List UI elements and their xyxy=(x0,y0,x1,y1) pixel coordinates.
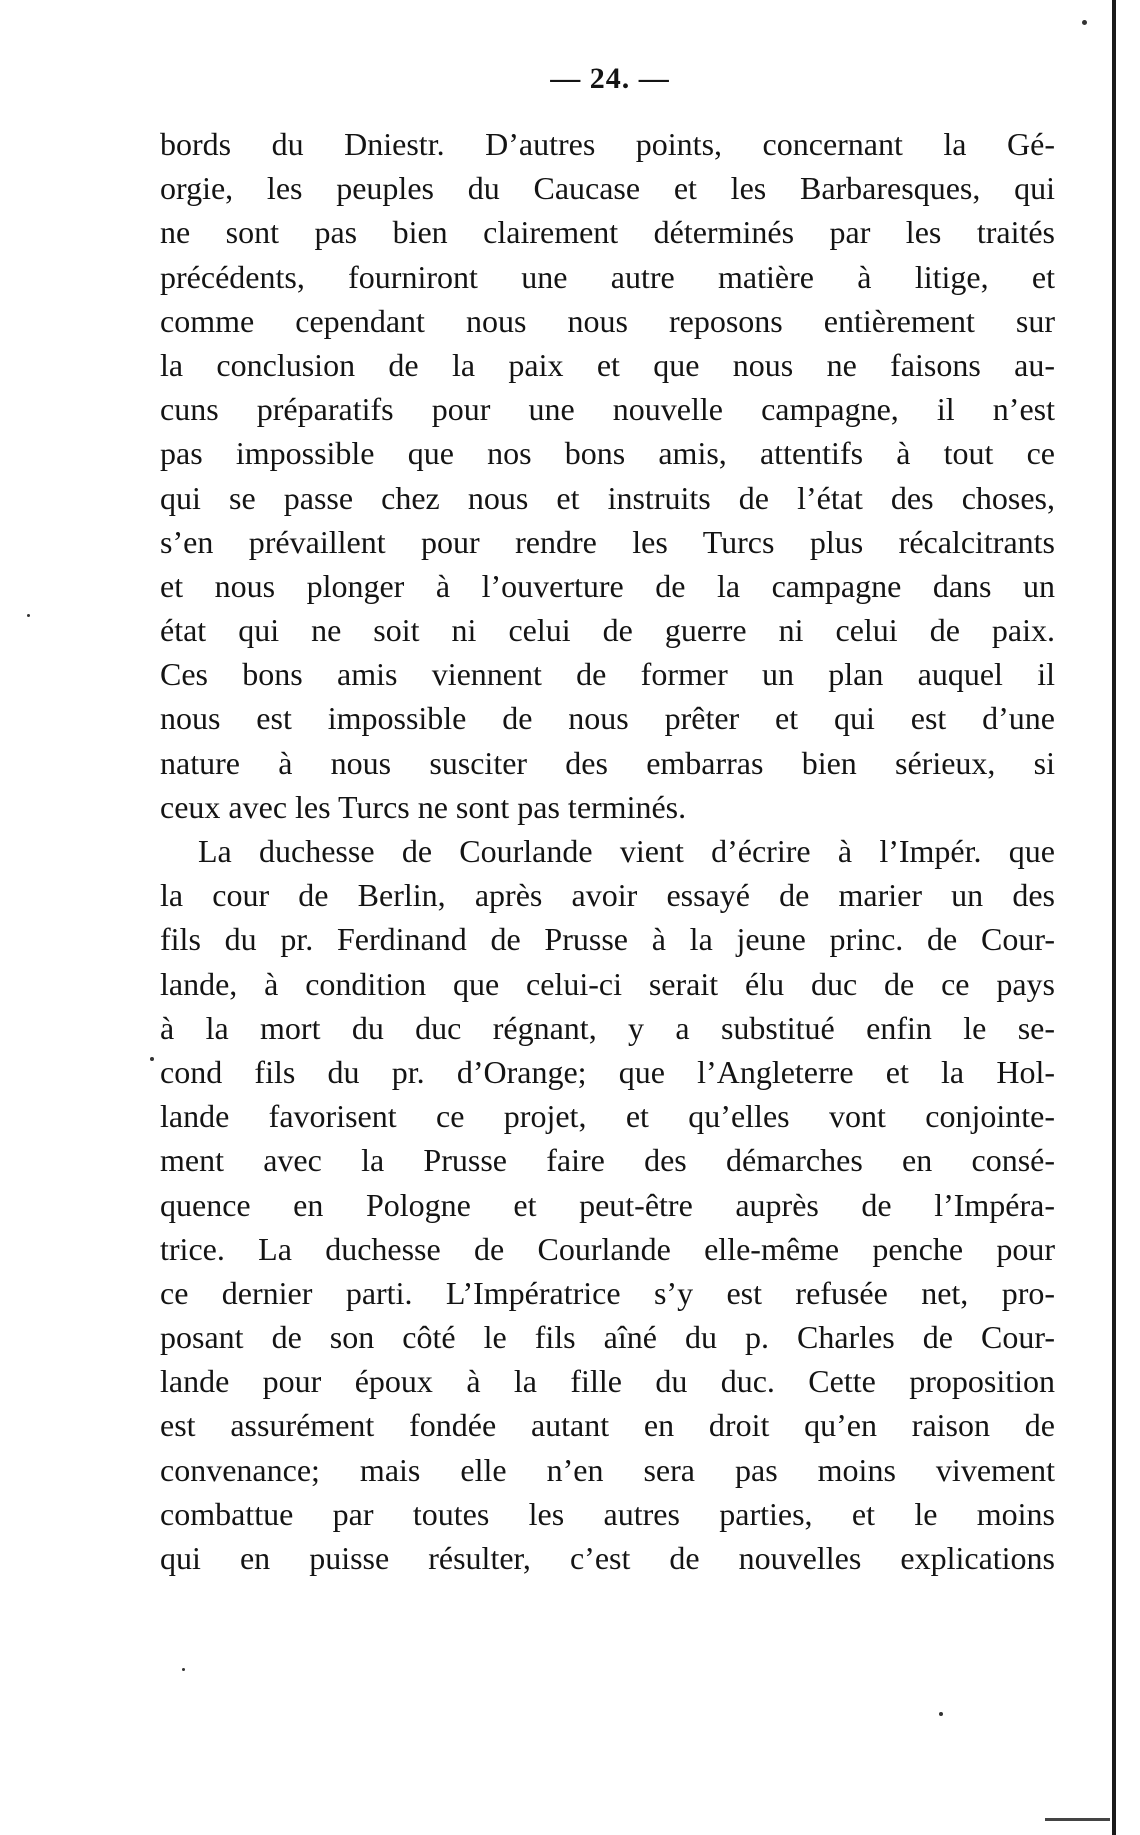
text-line: s’en prévaillent pour rendre les Turcs plus récalcitrants xyxy=(160,523,1055,560)
text-line: la conclusion de la paix et que nous ne faisons au- xyxy=(160,346,1055,383)
text-line: trice. La duchesse de Courlande elle-même penche pour xyxy=(160,1230,1055,1267)
text-line: fils du pr. Ferdinand de Prusse à la jeune princ. de Cour- xyxy=(160,921,1055,958)
text-line: la cour de Berlin, après avoir essayé de marier un des xyxy=(160,877,1055,914)
text-line: combattue par toutes les autres parties, et le moins xyxy=(160,1495,1055,1532)
text-line: orgie, les peuples du Caucase et les Barbaresques, qui xyxy=(160,170,1055,207)
text-line: état qui ne soit ni celui de guerre ni celui de paix. xyxy=(160,612,1055,649)
scan-speck xyxy=(27,614,30,617)
page-edge-shadow xyxy=(1112,0,1116,1835)
text-line: convenance; mais elle n’en sera pas moins vivement xyxy=(160,1451,1055,1488)
body-text xyxy=(160,122,1055,1580)
text-line: nature à nous susciter des embarras bien sérieux, si xyxy=(160,744,1055,781)
text-line: cond fils du pr. d’Orange; que l’Angleterre et la Hol- xyxy=(160,1053,1055,1090)
text-line: ne sont pas bien clairement déterminés par les traités xyxy=(160,214,1055,251)
text-line: Ces bons amis viennent de former un plan auquel il xyxy=(160,656,1055,693)
text-line: La duchesse de Courlande vient d’écrire à l’Impér. que xyxy=(198,833,1055,869)
text-line: comme cependant nous nous reposons entièrement sur xyxy=(160,302,1055,339)
scan-speck xyxy=(150,1057,154,1061)
text-line: cuns préparatifs pour une nouvelle campagne, il n’est xyxy=(160,391,1055,428)
scan-speck xyxy=(939,1712,943,1716)
text-line: ceux avec les Turcs ne sont pas terminés. xyxy=(160,788,687,825)
text-line: qui en puisse résulter, c’est de nouvelles explications xyxy=(160,1540,1055,1576)
text-line: qui se passe chez nous et instruits de l’état des choses, xyxy=(160,479,1055,516)
text-line: quence en Pologne et peut-être auprès de l’Impéra- xyxy=(160,1186,1055,1223)
scan-speck xyxy=(1082,20,1087,25)
text-line: lande pour époux à la fille du duc. Cette proposition xyxy=(160,1363,1055,1400)
page-number: — 24. — xyxy=(550,62,670,95)
text-line: lande, à condition que celui-ci serait élu duc de ce pays xyxy=(160,965,1055,1002)
text-line: ment avec la Prusse faire des démarches en consé- xyxy=(160,1142,1055,1179)
text-line: précédents, fourniront une autre matière à litige, et xyxy=(160,258,1055,295)
text-line: ce dernier parti. L’Impératrice s’y est refusée net, pro- xyxy=(160,1274,1055,1311)
text-line: nous est impossible de nous prêter et qui est d’une xyxy=(160,700,1055,737)
text-line: à la mort du duc régnant, y a substitué enfin le se- xyxy=(160,1009,1055,1046)
text-line: lande favorisent ce projet, et qu’elles vont conjointe- xyxy=(160,1098,1055,1135)
scan-speck xyxy=(182,1668,185,1671)
text-line: bords du Dniestr. D’autres points, concernant la Gé- xyxy=(160,126,1055,162)
text-line: pas impossible que nos bons amis, attentifs à tout ce xyxy=(160,435,1055,472)
text-line: posant de son côté le fils aîné du p. Charles de Cour- xyxy=(160,1319,1055,1356)
text-line: et nous plonger à l’ouverture de la campagne dans un xyxy=(160,567,1055,604)
scan-edge-mark xyxy=(1045,1818,1110,1821)
text-line: est assurément fondée autant en droit qu’en raison de xyxy=(160,1407,1055,1444)
